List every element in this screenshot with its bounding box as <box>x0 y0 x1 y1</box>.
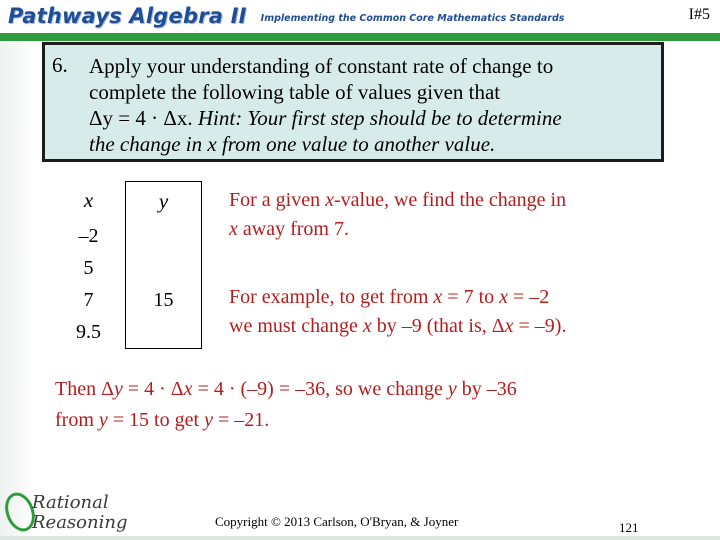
brand-title: Pathways Algebra II <box>8 4 247 28</box>
table-cell-y <box>126 220 202 252</box>
note-var: y <box>447 378 457 400</box>
slide-id: I#5 <box>688 6 710 23</box>
note-text: -value, we find the change in <box>333 189 567 211</box>
header-divider <box>0 33 720 41</box>
note-text: we must change <box>229 315 363 337</box>
note-var: x <box>229 218 238 240</box>
problem-number: 6. <box>52 53 68 77</box>
table-cell-y: 15 <box>126 284 202 316</box>
table-header-x: x <box>83 188 94 213</box>
copyright-notice: Copyright © 2013 Carlson, O'Bryan, & Joyner <box>215 514 459 529</box>
logo-line-2: Reasoning <box>32 512 128 533</box>
table-header-y: y <box>126 182 202 221</box>
table-row <box>52 316 202 349</box>
table-row <box>52 284 202 316</box>
note-var: x <box>183 378 193 400</box>
note-text: = 4 · (–9) = –36, so we change <box>192 378 448 400</box>
table-cell-x: 9.5 <box>76 320 101 343</box>
table-cell-x: 7 <box>83 288 94 311</box>
note-var: x <box>504 315 514 337</box>
problem-box <box>42 42 664 162</box>
note-var: y <box>113 378 123 400</box>
note-var: x <box>499 286 509 308</box>
problem-line-4: the change in x from one value to another value. <box>89 132 496 156</box>
values-table <box>52 181 202 349</box>
table-cell-x: –2 <box>78 224 99 247</box>
header-bar <box>0 0 720 34</box>
table-row <box>52 220 202 252</box>
note-text: = 4 · Δ <box>122 378 184 400</box>
conclusion-text <box>55 374 655 436</box>
brand-subtitle: Implementing the Common Core Mathematics Standards <box>260 12 565 24</box>
note-var: x <box>362 315 372 337</box>
note-var: x <box>433 286 443 308</box>
note-text: Then Δ <box>55 378 114 400</box>
problem-equation: Δy = 4 · Δx. <box>89 106 193 130</box>
explanation-note-2 <box>229 283 669 341</box>
table-cell-y <box>126 316 202 349</box>
problem-line-2: complete the following table of values given that <box>89 80 501 104</box>
logo-line-1: Rational <box>32 492 109 513</box>
note-text: = –2 <box>508 286 550 308</box>
table-header-row <box>52 182 202 221</box>
note-text: For a given <box>229 189 326 211</box>
brand-banner <box>8 3 564 29</box>
note-text: = –9). <box>513 315 567 337</box>
note-var: y <box>98 409 108 431</box>
note-text: by –36 <box>456 378 517 400</box>
note-text: away from 7. <box>237 218 349 240</box>
note-var: x <box>325 189 334 211</box>
explanation-note-1 <box>229 186 649 244</box>
table-row <box>52 252 202 284</box>
note-text: by –9 (that is, Δ <box>371 315 505 337</box>
problem-hint-start: Hint: Your first step should be to determine <box>197 106 562 130</box>
note-text: = 7 to <box>442 286 500 308</box>
footer-divider <box>0 536 720 540</box>
rational-reasoning-logo <box>2 490 132 538</box>
note-text: For example, to get from <box>229 286 434 308</box>
note-text: from <box>55 409 99 431</box>
note-text: = –21. <box>212 409 270 431</box>
table-cell-x: 5 <box>83 256 94 279</box>
left-decor-strip <box>0 41 34 540</box>
problem-line-1: Apply your understanding of constant rate of change to <box>89 54 554 78</box>
note-text: = 15 to get <box>107 409 205 431</box>
table-cell-y <box>126 252 202 284</box>
page-number: 121 <box>619 520 639 535</box>
problem-text <box>89 53 661 157</box>
problem-line-3 <box>89 105 661 131</box>
note-var: y <box>204 409 213 431</box>
